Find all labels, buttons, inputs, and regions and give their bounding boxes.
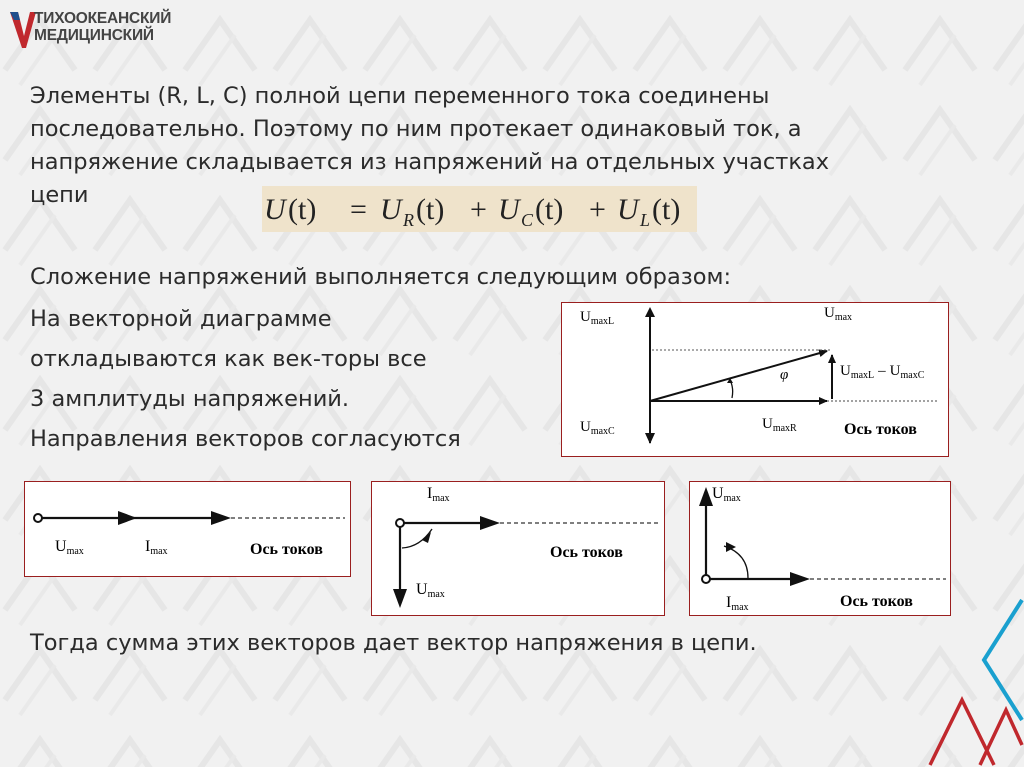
logo-line2: МЕДИЦИНСКИЙ [34,27,154,44]
university-logo [8,6,178,52]
label-u-maxl: $U_{maxL}$ [580,309,615,327]
origin-dot [702,575,710,583]
intro-line2: последовательно. Поэтому по ним протекает одинаковый ток, а [30,116,802,142]
label-u-maxr: $U_{maxR}$ [762,416,797,434]
angle-arrow-icon [422,532,431,543]
formula-sub-r: R [403,210,414,230]
vector-diagram-capacitor-svg [372,482,663,614]
voltage-sum-formula [262,186,697,232]
blue-chevron-icon [984,600,1022,720]
label-phi: φ [780,367,789,383]
label-i-max: Imax [145,538,168,557]
addition-heading: Сложение напряжений выполняется следующим образом: [30,264,732,290]
label-u-max: Umax [712,485,741,504]
formula-uc: U [498,193,520,226]
label-current-axis: Ось токов [844,421,917,438]
u-max-arrow-icon [118,511,137,525]
vector-diagram-resistor [24,481,351,577]
intro-line4: цепи [30,182,89,208]
formula-u: U [264,193,286,226]
arrow-up-icon [645,307,655,317]
vector-diagram-main-svg [562,303,947,455]
conclusion-text: Тогда сумма этих векторов дает вектор напряжения в цепи. [30,630,757,656]
formula-ur: U [380,193,402,226]
label-i-max: Imax [427,485,450,504]
vector-diagram-resistor-svg [25,482,349,575]
label-u-maxc: $U_{maxC}$ [580,419,615,437]
i-max-arrow-icon [790,572,810,586]
label-u-max: $U_{max}$ [824,305,853,323]
intro-line1: Элементы (R, L, C) полной цепи переменного тока соединены [30,83,770,109]
formula-plus1: + [470,193,487,226]
i-max-arrow-icon [480,516,500,530]
formula-sub-c: C [521,210,534,230]
label-u-max: Umax [55,538,84,557]
vector-diagram-main [561,302,949,457]
vector-diagram-capacitor [371,481,665,616]
label-u-maxl-minus-maxc: $U_{maxL} - U_{maxC}$ [840,363,925,381]
origin-dot [396,519,404,527]
left-text-line1: На векторной диаграмме [30,306,332,332]
formula-eq: = [350,193,367,226]
label-current-axis: Ось токов [550,544,623,561]
formula-sub-l: L [640,210,651,230]
u-max-vector [650,351,827,401]
intro-line3: напряжение складывается из напряжений на отдельных участках [30,149,830,175]
formula-t: (t) [288,193,317,226]
label-u-max: Umax [416,581,445,600]
u-max-arrow-icon [393,589,407,608]
formula-ul: U [617,193,639,226]
formula-t-l: (t) [652,193,681,226]
formula-svg [262,186,697,232]
u-max-arrow-icon [699,487,713,506]
logo-line1: ТИХООКЕАНСКИЙ [34,10,172,27]
origin-dot [34,514,42,522]
decorative-corner-shapes [910,560,1024,767]
label-current-axis: Ось токов [250,541,323,558]
red-chevron-small-icon [980,710,1022,765]
formula-t-r: (t) [416,193,445,226]
formula-plus2: + [589,193,606,226]
label-current-axis: Ось токов [840,593,913,610]
left-text-line2: откладываются как век-торы все [30,346,427,372]
left-text-line3: 3 амплитуды напряжений. [30,386,350,412]
i-max-arrow-icon [211,511,231,525]
arrow-down-icon [645,433,655,444]
logo-text [34,10,171,44]
formula-t-c: (t) [535,193,564,226]
left-text-line4: Направления векторов согласуются [30,426,461,452]
label-i-max: Imax [726,594,749,613]
